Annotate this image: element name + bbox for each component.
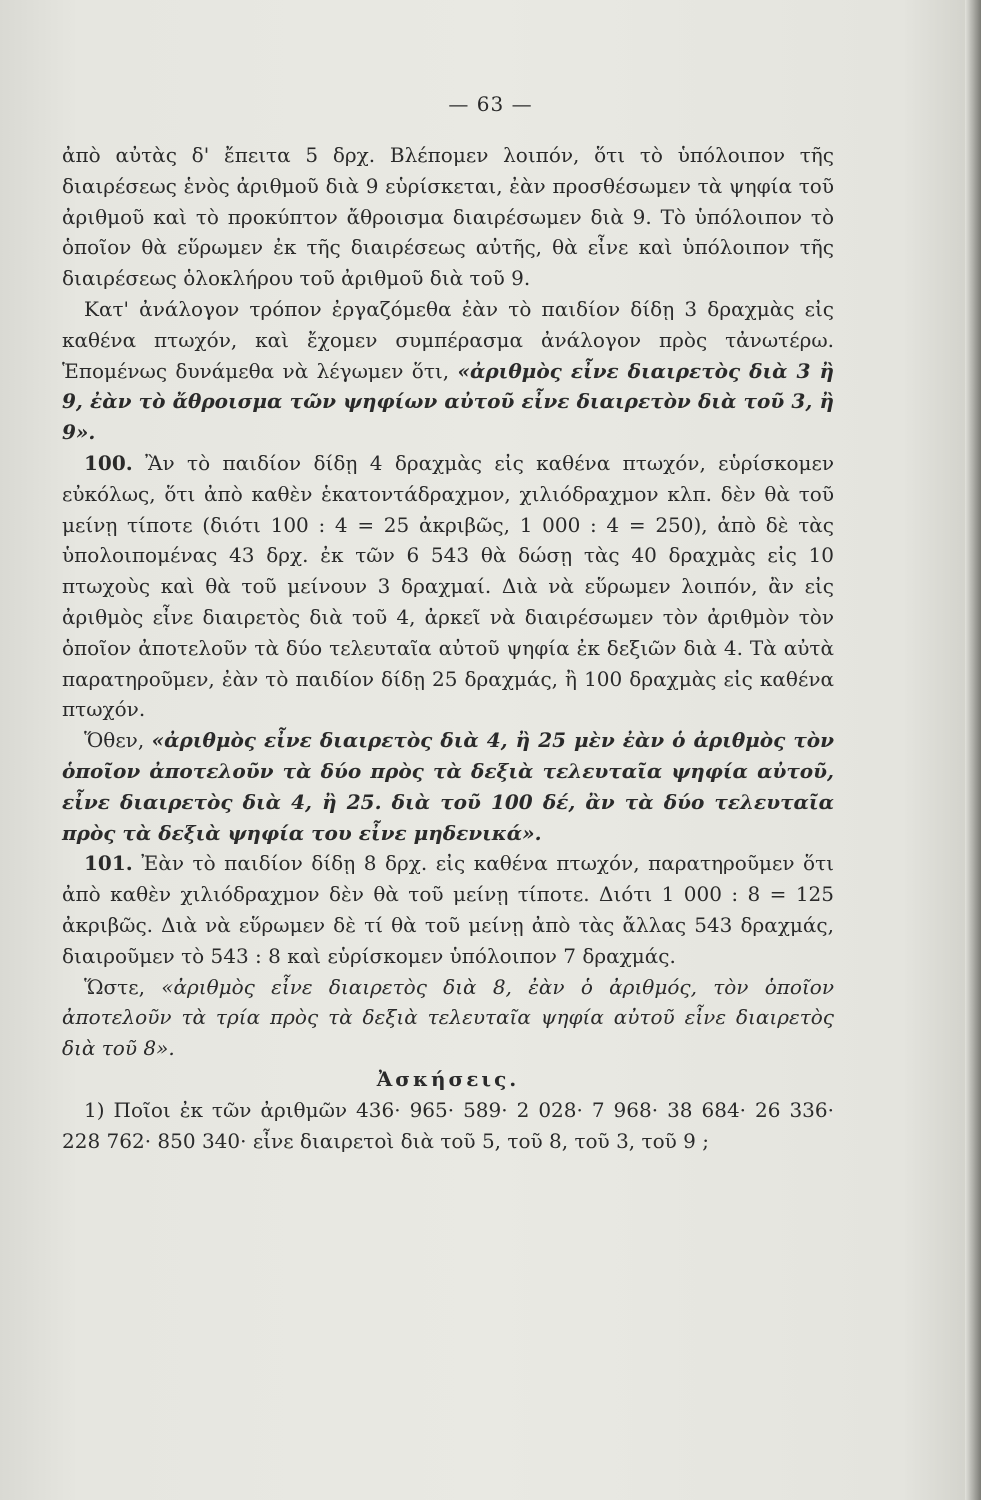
rule-4-25-lead: Ὅθεν, xyxy=(84,728,145,753)
paragraph-rule-4-25 xyxy=(62,725,834,848)
exercises-title: Ἀσκήσεις. xyxy=(376,1066,520,1091)
section-number-100: 100. xyxy=(84,450,133,475)
section-number-101: 101. xyxy=(84,851,133,876)
paragraph-rule-8 xyxy=(62,972,834,1064)
rule-8-lead: Ὥστε, xyxy=(84,974,145,999)
page-body xyxy=(62,140,834,1156)
rule-divisible-3-9: «ἀριθμὸς εἶνε διαιρετὸς διὰ 3 ἢ 9, ἐὰν τὸ ἄθροισμα τῶν ψηφίων αὐτοῦ εἶνε διαιρετὸν διὰ τοῦ 3, ἢ 9». xyxy=(62,358,834,445)
section-100-text: Ἂν τὸ παιδίον δίδῃ 4 δραχμὰς εἰς καθένα πτωχόν, εὑρίσκομεν εὐκόλως, ὅτι ἀπὸ καθὲν ἑκατοντάδραχμον, χιλιόδραχμον κλπ. δὲν θὰ τοῦ μείνῃ τίποτε (διότι 100 : 4 = 25 ἀκριβῶς, 1 000 : 4 = 250), ἀπὸ δὲ τὰς ὑπολοιπομένας 43 δρχ. ἐκ τῶν 6 543 θὰ δώσῃ τὰς 40 δραχμὰς εἰς 10 πτωχοὺς καὶ θὰ τοῦ μείνουν 3 δραχμαί. Διὰ νὰ εὕρωμεν λοιπόν, ἂν εἰς ἀριθμὸς εἶνε διαιρετὸς διὰ τοῦ 4, ἀρκεῖ νὰ διαιρέσωμεν τὸν ἀριθμὸν τὸν ὁποῖον ἀποτελοῦν τὰ δύο τελευταῖα αὐτοῦ ψηφία ἐκ δεξιῶν διὰ 4. Τὰ αὐτὰ παρατηροῦμεν, ἐὰν τὸ παιδίον δίδῃ 25 δραχμάς, ἢ 100 δραχμὰς εἰς καθένα πτωχόν. xyxy=(62,450,835,722)
paragraph-remainder-9: ἀπὸ αὐτὰς δ' ἔπειτα 5 δρχ. Βλέπομεν λοιπόν, ὅτι τὸ ὑπόλοιπον τῆς διαιρέσεως ἑνὸς ἀριθμοῦ διὰ 9 εὑρίσκεται, ἐὰν προσθέσωμεν τὰ ψηφία τοῦ ἀριθμοῦ καὶ τὸ προκύπτον ἄθροισμα διαιρέσωμεν διὰ 9. Τὸ ὑπόλοιπον τὸ ὁποῖον θὰ εὕρωμεν ἐκ τῆς διαιρέσεως αὐτῆς, θὰ εἶνε καὶ ὑπόλοιπον τῆς διαιρέσεως ὁλοκλήρου τοῦ ἀριθμοῦ διὰ τοῦ 9. xyxy=(62,143,834,291)
rule-divisible-4-25-100: «ἀριθμὸς εἶνε διαιρετὸς διὰ 4, ἢ 25 μὲν ἐὰν ὁ ἀριθμὸς τὸν ὁποῖον ἀποτελοῦν τὰ δύο πρὸς τὰ δεξιὰ τελευταῖα ψηφία αὐτοῦ, εἶνε διαιρετὸς διὰ 4, ἢ 25. διὰ τοῦ 100 δέ, ἂν τὰ δύο τελευταῖα πρὸς τὰ δεξιὰ ψηφία του εἶνε μηδενικά». xyxy=(62,728,834,845)
paragraph-analogous-text: Κατ' ἀνάλογον τρόπον ἐργαζόμεθα ἐὰν τὸ παιδίον δίδῃ 3 δραχμὰς εἰς καθένα πτωχόν, καὶ ἔχομεν συμπέρασμα ἀνάλογον πρὸς τἀνωτέρω. Ἑπομένως δυνάμεθα νὰ λέγωμεν ὅτι, xyxy=(62,296,834,383)
page-number: — 63 — xyxy=(448,92,533,116)
section-100 xyxy=(62,448,834,725)
rule-divisible-8: «ἀριθμὸς εἶνε διαιρετὸς διὰ 8, ἐὰν ὁ ἀριθμός, τὸν ὁποῖον ἀποτελοῦν τὰ τρία πρὸς τὰ δεξιὰ τελευταῖα ψηφία αὐτοῦ εἶνε διαιρετὸς διὰ τοῦ 8». xyxy=(62,974,835,1061)
paragraph-analogous xyxy=(62,294,834,448)
section-101-text: Ἐὰν τὸ παιδίον δίδῃ 8 δρχ. εἰς καθένα πτωχόν, παρατηροῦμεν ὅτι ἀπὸ καθὲν χιλιόδραχμον δὲν θὰ τοῦ μείνῃ τίποτε. Διότι 1 000 : 8 = 125 ἀκριβῶς. Διὰ νὰ εὕρωμεν δὲ τί θὰ τοῦ μείνῃ ἀπὸ τὰς ἄλλας 543 δραχμάς, διαιροῦμεν τὸ 543 : 8 καὶ εὑρίσκομεν ὑπόλοιπον 7 δραχμάς. xyxy=(62,851,835,968)
exercise-1: 1) Ποῖοι ἐκ τῶν ἀριθμῶν 436· 965· 589· 2 028· 7 968· 38 684· 26 336· 228 762· 850 340· εἶνε διαιρετοὶ διὰ τοῦ 5, τοῦ 8, τοῦ 3, τοῦ 9 ; xyxy=(62,1097,834,1153)
page-edge-shadow xyxy=(965,0,981,1500)
exercises-heading xyxy=(62,1064,834,1095)
section-101 xyxy=(62,848,834,971)
